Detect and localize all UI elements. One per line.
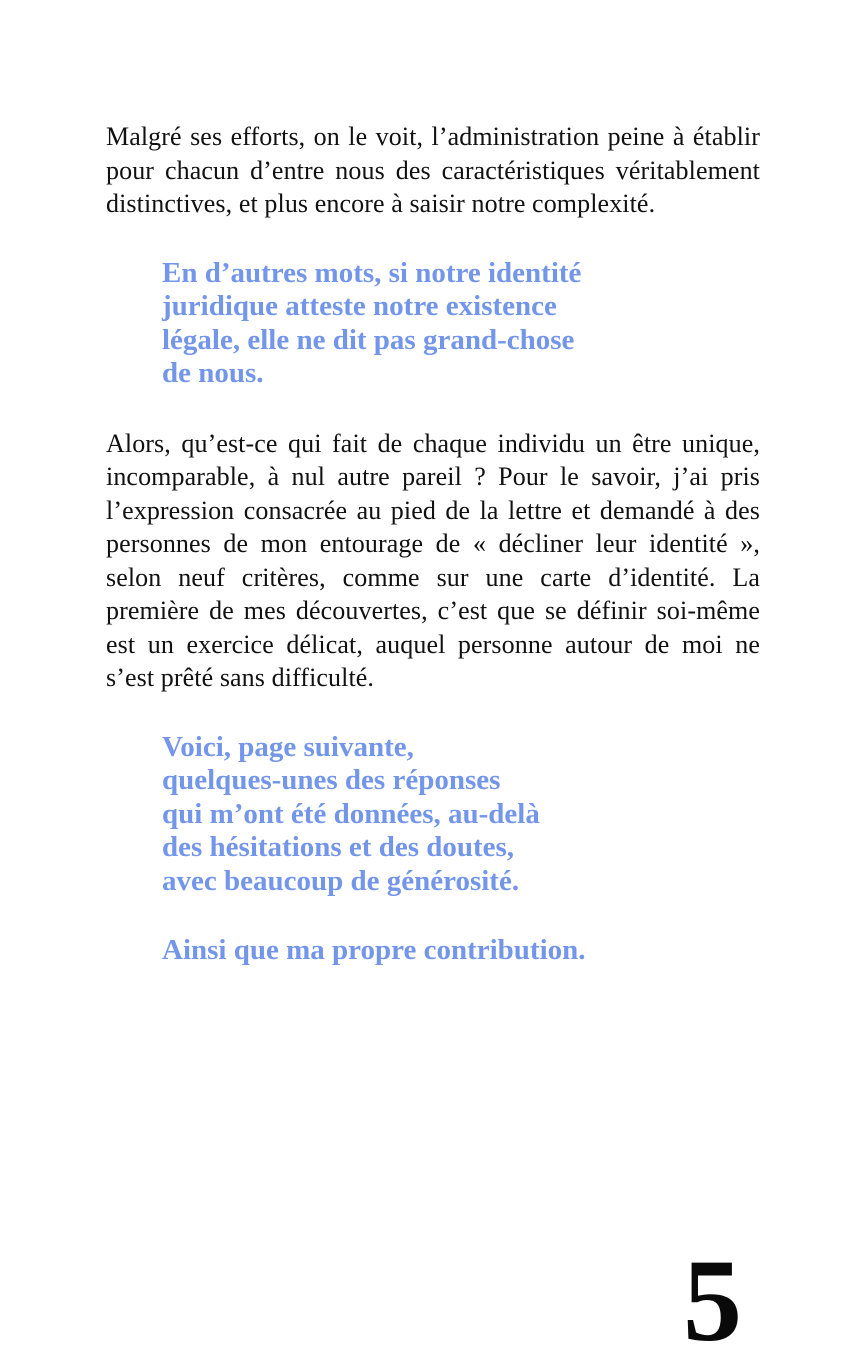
highlight-line: avec beaucoup de générosité. [162, 864, 520, 897]
paragraph-question: Alors, qu’est-ce qui fait de chaque individu un être unique, incomparable, à nul autre pareil ? Pour le savoir, j’ai pris l’expression consacrée au pied de la lettre et demandé à des personnes de mon entourage de « décliner leur identité », selon neuf critères, comme sur une carte d’identité. La première de mes découvertes, c’est que se définir soi-même est un exercice délicat, auquel personne autour de moi ne s’est prêté sans difficulté. [106, 428, 760, 692]
highlight-line: qui m’ont été données, au-delà [162, 797, 540, 830]
highlight-line: de nous. [162, 357, 264, 389]
highlight-block-identity [162, 257, 760, 391]
highlight-block-contribution [162, 934, 760, 968]
highlight-line: juridique atteste notre existence [162, 290, 557, 322]
highlight-line: Ainsi que ma propre contribution. [162, 934, 586, 966]
page-number: 5 [683, 1235, 742, 1354]
highlight-line: Voici, page suivante, [162, 730, 414, 763]
highlight-line: quelques-unes des réponses [162, 764, 501, 796]
paragraph-administration: Malgré ses efforts, on le voit, l’administration peine à établir pour chacun d’entre nous des caractéristiques véritablement distinctives, et plus encore à saisir notre complexité. [106, 122, 760, 218]
highlight-block-responses [162, 731, 760, 899]
highlight-line: En d’autres mots, si notre identité [162, 256, 582, 289]
highlight-line: des hésitations et des doutes, [162, 831, 515, 863]
highlight-line: légale, elle ne dit pas grand-chose [162, 323, 575, 356]
